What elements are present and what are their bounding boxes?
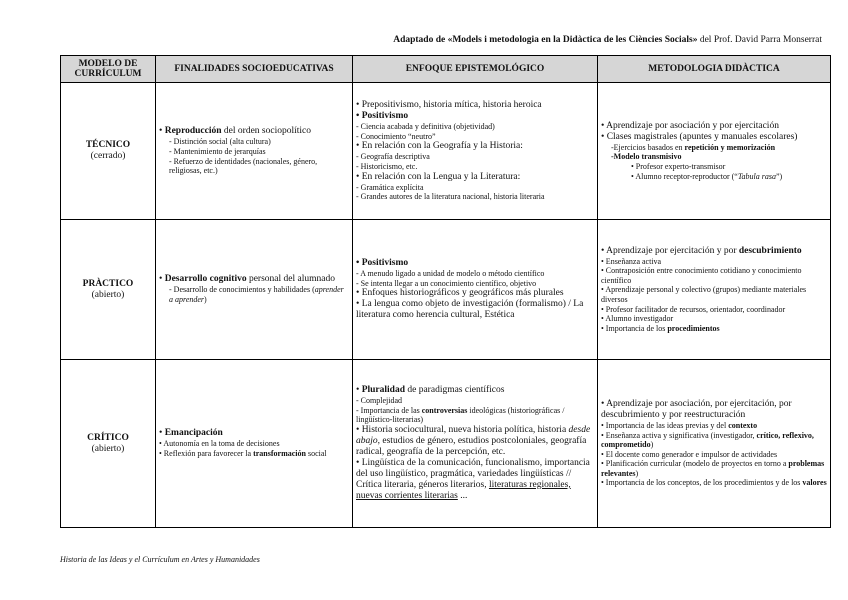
enfoque-line: - Historicismo, etc. (356, 162, 418, 171)
finalidad-title: Desarrollo cognitivo (164, 274, 247, 285)
header-row (61, 56, 831, 83)
enfoque-line: - Complejidad (356, 396, 402, 406)
metodo-line: • Profesor experto-transmisor (631, 162, 726, 171)
enfoque-line: • Enfoques historiográficos y geográficos más plurales (356, 288, 564, 299)
source-credit (393, 35, 822, 45)
text-part: • Planificación curricular (modelo de proyectos en torno a (601, 459, 789, 469)
finalidades-cell (156, 220, 353, 360)
header-finalidades: FINALIDADES SOCIOEDUCATIVAS (156, 56, 353, 83)
enfoque-line: - Gramática explícita (356, 182, 424, 192)
finalidades-cell (156, 83, 353, 220)
enfoque-line (356, 458, 594, 502)
metodo-line: • Contraposición entre conocimiento cotidiano y conocimiento científico (601, 266, 802, 285)
metodo-line: • Alumno investigador (601, 314, 674, 324)
metodo-line (601, 246, 827, 257)
model-name: TÉCNICO (85, 140, 131, 150)
enfoque-line: - Se intenta llegar a un conocimiento científico, objetivo (356, 278, 537, 288)
enfoque-line: - Geografía descriptiva (356, 152, 430, 162)
enfoque-line: • Prepositivismo, historia mítica, historia heroica (356, 100, 542, 111)
text-part: • Historia sociocultural, nueva historia política, historia (356, 424, 569, 435)
enfoque-line: - Conocimiento “neutro” (356, 131, 436, 141)
header-metodologia: METODOLOGIA DIDÀCTICA (598, 56, 831, 83)
enfoque-line (356, 425, 594, 458)
metodologia-cell (598, 83, 831, 220)
curriculum-table (60, 55, 831, 528)
metodologia-cell (598, 220, 831, 360)
text-part: • Importancia de las ideas previas y del (601, 420, 729, 430)
page-footer: Historia de las Ideas y el Currículum en Artes y Humanidades (60, 555, 260, 564)
credit-author: del Prof. David Parra Monserrat (697, 35, 822, 45)
text-part: • Reflexión para favorecer la (159, 449, 254, 458)
metodo-line (601, 459, 827, 478)
text-bold: transformación (253, 449, 306, 458)
header-enfoque: ENFOQUE EPISTEMOLÓGICO (353, 56, 598, 83)
finalidad-rest: personal del alumnado (246, 274, 335, 285)
text-part: -Ejercicios basados en (611, 142, 685, 152)
finalidad-rest: del orden sociopolítico (221, 126, 311, 137)
row-critico (61, 360, 831, 528)
enfoque-line: - A menudo ligado a unidad de modelo o método científico (356, 268, 545, 278)
model-cell (61, 220, 156, 360)
text-underline: literaturas regionales, nuevas corrientes literarias (356, 479, 571, 501)
finalidad-title: Emancipación (164, 428, 223, 439)
finalidad-item (159, 285, 349, 304)
finalidades-cell (156, 360, 353, 528)
bullet: • (159, 126, 163, 137)
enfoque-line (356, 406, 594, 425)
finalidad-main (159, 274, 349, 285)
enfoque-line: • En relación con la Geografía y la Historia: (356, 141, 523, 152)
credit-title: Adaptado de «Models i metodologia en la Didàctica de les Ciències Socials» (393, 35, 698, 45)
finalidad-item: • Autonomía en la toma de decisiones (159, 439, 280, 449)
finalidad-item: - Refuerzo de identidades (nacionales, género, religiosas, etc.) (169, 156, 318, 176)
text-part: ... (457, 490, 468, 501)
finalidad-item (159, 449, 349, 459)
metodo-line (601, 478, 827, 488)
text-part: social (305, 449, 327, 458)
text-part: ”) (776, 171, 783, 181)
finalidad-item: - Distinción social (alta cultura) (169, 137, 271, 147)
metodo-line: • El docente como generador e impulsor de actividades (601, 449, 778, 459)
text-part: - Importancia de las (356, 405, 422, 415)
text-part: ideológicas (historiográficas / lingüístico-literarias) (356, 405, 565, 425)
model-sub: (abierto) (91, 289, 125, 300)
text-part: • Aprendizaje por ejercitación y por (601, 245, 739, 256)
metodo-line: -Modelo transmisivo (611, 152, 682, 162)
metodo-line: • Enseñanza activa (601, 256, 662, 266)
enfoque-line: • Positivismo (356, 257, 409, 268)
text-part: - Desarrollo de conocimientos y habilidades ( (169, 285, 315, 295)
text-part: ) (204, 295, 207, 304)
row-practico (61, 220, 831, 360)
text-part: • Enseñanza activa y significativa (investigador, (601, 430, 757, 440)
text-part: • Importancia de los (601, 323, 668, 333)
metodologia-cell (598, 360, 831, 528)
text-bold: Pluralidad (361, 385, 405, 396)
text-italic: desde abajo (356, 424, 591, 446)
enfoque-cell (353, 220, 598, 360)
enfoque-line: • La lengua como objeto de investigación (formalismo) / La literatura como herencia cultural, Estética (356, 299, 584, 321)
text-part: ) (650, 440, 654, 450)
header-model: MODELO DE CURRÍCULUM (61, 56, 156, 83)
text-bold: contexto (728, 420, 758, 430)
model-name: PRÀCTICO (82, 278, 134, 289)
text-part: ) (635, 468, 639, 478)
finalidad-main (159, 428, 349, 439)
text-bold: procedimientos (667, 323, 720, 333)
metodo-line (601, 143, 827, 153)
text-italic: aprender a aprender (169, 285, 344, 304)
finalidad-title: Reproducción (164, 126, 222, 137)
text-bold: repetición y memorización (684, 142, 776, 152)
text-part: • Lingüística de la comunicación, funcionalismo, importancia del uso lingüístico, pragmática, variedades lingüísticas // Crítica literaria, géneros literarios, (356, 457, 590, 490)
text-bold: valores (802, 478, 827, 488)
metodo-line (601, 421, 827, 431)
bullet: • (159, 274, 163, 285)
model-sub: (abierto) (91, 443, 125, 454)
model-cell (61, 360, 156, 528)
text-part: • Importancia de los conceptos, de los procedimientos y de los (601, 478, 803, 488)
row-tecnico (61, 83, 831, 220)
enfoque-cell (353, 83, 598, 220)
text-bold: controversias (421, 405, 468, 415)
enfoque-line: - Ciencia acabada y definitiva (objetividad) (356, 122, 495, 132)
text-part: de paradigmas científicos (405, 385, 505, 396)
finalidad-main (159, 126, 349, 137)
metodo-line (601, 172, 827, 182)
text-italic: Tabula rasa (737, 171, 776, 181)
metodo-line: • Clases magistrales (apuntes y manuales escolares) (601, 131, 798, 142)
text-part: • Alumno receptor-reproductor (“ (631, 171, 738, 181)
bullet: • (159, 428, 163, 439)
text-part: • (356, 385, 362, 396)
text-bold: crítico, reflexivo, comprometido (601, 430, 814, 450)
metodo-line: • Profesor facilitador de recursos, orientador, coordinador (601, 304, 786, 314)
metodo-line (601, 324, 827, 334)
model-name: CRÍTICO (87, 432, 129, 443)
text-bold: descubrimiento (738, 245, 802, 256)
metodo-line (601, 431, 827, 450)
enfoque-line: • Positivismo (356, 111, 409, 122)
enfoque-line: - Grandes autores de la literatura nacional, historia literaria (356, 192, 545, 202)
text-part: , estudios de género, estudios postcoloniales, geografía radical, geografía de la percepción, etc. (356, 435, 587, 457)
model-cell (61, 83, 156, 220)
enfoque-cell (353, 360, 598, 528)
metodo-line: • Aprendizaje por asociación y por ejercitación (601, 120, 779, 131)
metodo-line: • Aprendizaje personal y colectivo (grupos) mediante materiales diversos (601, 285, 807, 304)
text-bold: problemas relevantes (601, 459, 825, 478)
model-sub: (cerrado) (90, 151, 126, 161)
metodo-line: • Aprendizaje por asociación, por ejercitación, por descubrimiento y por reestructuración (601, 398, 792, 420)
enfoque-line: • En relación con la Lengua y la Literatura: (356, 171, 521, 182)
enfoque-line (356, 385, 594, 396)
finalidad-item: - Mantenimiento de jerarquías (169, 146, 266, 156)
